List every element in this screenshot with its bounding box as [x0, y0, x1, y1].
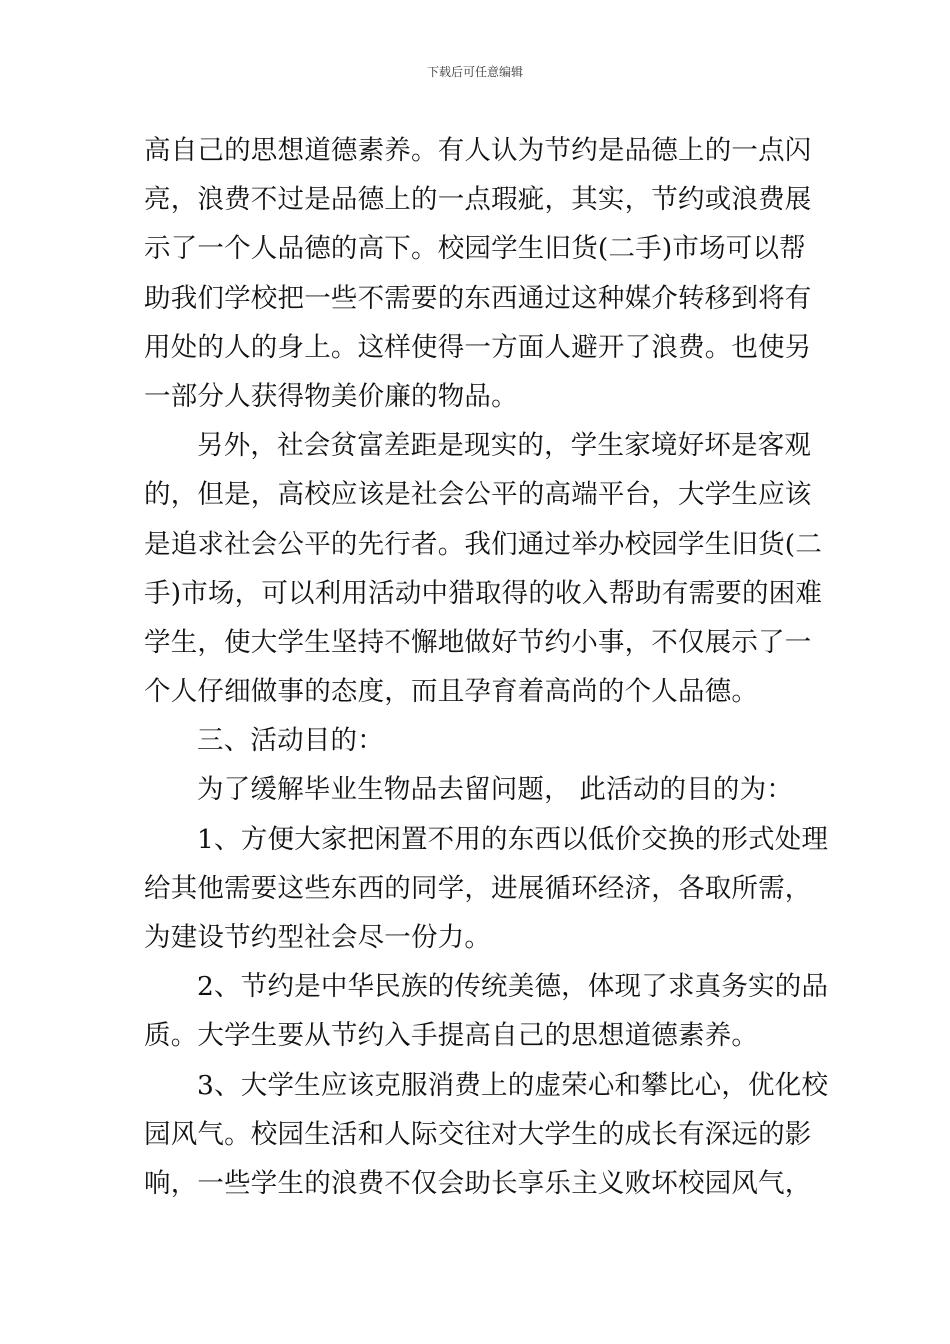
- list-item-text: 3、大学生应该克服消费上的虚荣心和攀比心，优化校: [197, 1069, 829, 1101]
- text-line: 质。大学生要从节约入手提高自己的思想道德素养。: [144, 1020, 759, 1052]
- text-line: 给其他需要这些东西的同学，进展循环经济，各取所需，: [144, 872, 812, 904]
- text-line: 助我们学校把一些不需要的东西通过这种媒介转移到将有: [144, 282, 812, 314]
- text-line: 学生，使大学生坚持不懈地做好节约小事，不仅展示了一: [144, 626, 812, 658]
- list-item-text: 2、节约是中华民族的传统美德，体现了求真务实的品: [197, 971, 829, 1003]
- section-heading: 三、活动目的：: [197, 725, 384, 757]
- text-line: 亮，浪费不过是品德上的一点瑕疵，其实，节约或浪费展: [144, 184, 812, 216]
- text-line: 手)市场，可以利用活动中猎取得的收入帮助有需要的困难: [144, 577, 823, 609]
- text-line: 为了缓解毕业生物品去留问题， 此活动的目的为：: [197, 774, 794, 806]
- text-line: 示了一个人品德的高下。校园学生旧货(二手)市场可以帮: [144, 233, 806, 265]
- text-line: 用处的人的身上。这样使得一方面人避开了浪费。也使另: [144, 331, 812, 363]
- text-line: 另外，社会贫富差距是现实的，学生家境好坏是客观: [197, 430, 812, 462]
- text-line: 响，一些学生的浪费不仅会助长享乐主义败坏校园风气，: [144, 1167, 812, 1199]
- document-body: [144, 126, 829, 1208]
- text-line: 为建设节约型社会尽一份力。: [144, 922, 492, 953]
- list-item-text: 1、方便大家把闲置不用的东西以低价交换的形式处理: [197, 823, 829, 855]
- page-header-note: 下载后可任意编辑: [426, 65, 523, 79]
- text-line: 的，但是，高校应该是社会公平的高端平台，大学生应该: [144, 479, 812, 511]
- text-line: 园风气。校园生活和人际交往对大学生的成长有深远的影: [144, 1118, 812, 1150]
- text-line: 个人仔细做事的态度，而且孕育着高尚的个人品德。: [144, 676, 759, 708]
- text-line: 高自己的思想道德素养。有人认为节约是品德上的一点闪: [144, 135, 812, 166]
- text-line: 是追求社会公平的先行者。我们通过举办校园学生旧货(二: [144, 528, 823, 560]
- text-line: 一部分人获得物美价廉的物品。: [144, 380, 518, 412]
